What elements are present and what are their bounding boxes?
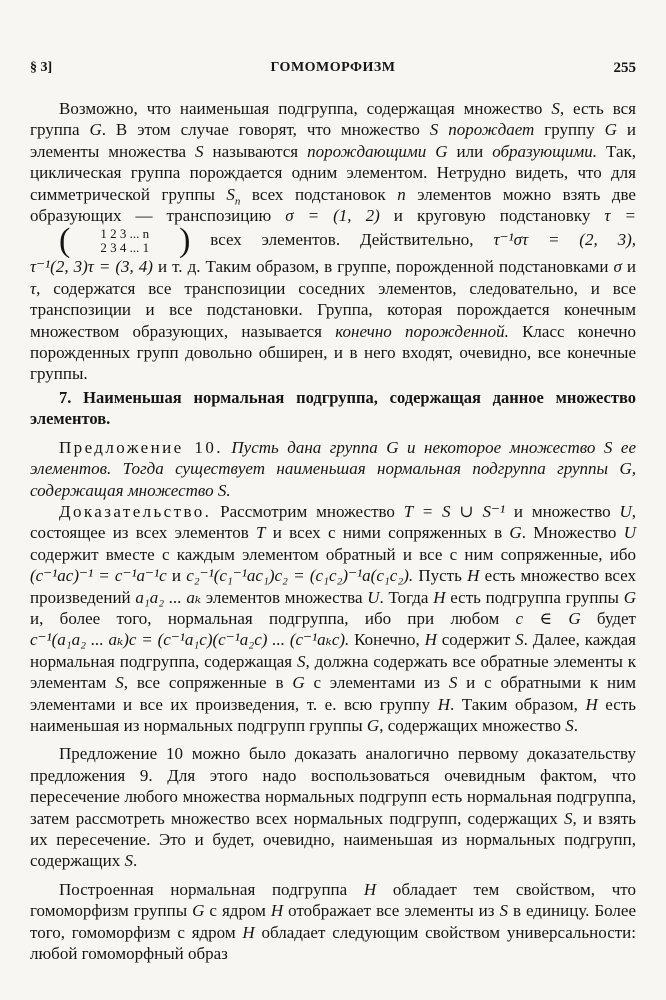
formula-double-conjugate: c₂⁻¹(c₁⁻¹ac₁)c₂ = (c₁c₂)⁻¹a(c₁c₂).: [186, 566, 414, 586]
page-number: 255: [613, 60, 636, 76]
formula-inverse: (c⁻¹ac)⁻¹ = c⁻¹a⁻¹c: [30, 566, 167, 586]
formula-membership: c ∈ G: [515, 608, 581, 628]
formula-T: T = S ∪ S⁻¹: [403, 501, 506, 521]
running-title: ГОМОМОРФИЗМ: [270, 60, 396, 75]
formula-conjugation-2: τ⁻¹(2, 3)τ = (3, 4): [30, 257, 153, 277]
paragraph-universality: Построенная нормальная подгруппа H обладает тем свойством, что гомоморфизм группы G с ядром H отображает все элементы из S в единицу. Более того, гомоморфизм с ядром H обладает следующим свойством универсальности: любой гомоморфный образ: [30, 879, 636, 964]
proof-label: Доказательство.: [59, 501, 212, 521]
proposition-10: [30, 437, 636, 501]
term-generators: образующими.: [492, 141, 598, 161]
term-generates: порождает: [448, 120, 535, 140]
formula-product: a₁a₂ ... aₖ: [135, 587, 202, 607]
formula-sigma: σ = (1, 2): [285, 206, 380, 226]
formula-conjugation-1: τ⁻¹στ = (2, 3),: [493, 230, 636, 250]
section-marker: § 3]: [30, 60, 53, 75]
formula-normality: c⁻¹(a₁a₂ ... aₖ)c = (c⁻¹a₁c)(c⁻¹a₂c) ... (c⁻¹aₖc).: [30, 630, 350, 650]
section-heading: 7. Наименьшая нормальная подгруппа, содержащая данное множество элементов.: [30, 387, 636, 429]
proposition-label: Предложение 10.: [59, 437, 223, 457]
running-header: [30, 60, 636, 84]
proof-paragraph: Доказательство. Рассмотрим множество T = S ∪ S⁻¹ и множество U, состоящее из всех элементов T и всех с ними сопряженных в G. Множество U содержит вместе с каждым элементом обратный и все с ним сопряженные, ибо (c⁻¹ac)⁻¹ = c⁻¹a⁻¹c и c₂⁻¹(c₁⁻¹ac₁)c₂ = (c₁c₂)⁻¹a(c₁c₂). Пусть H есть множество всех произведений a₁a₂ ... aₖ элементов множества U. Тогда H есть подгруппа группы G и, более того, нормальная подгруппа, ибо при любом c ∈ G будет c⁻¹(a₁a₂ ... aₖ)c = (c⁻¹a₁c)(c⁻¹a₂c) ... (c⁻¹aₖc). Конечно, H содержит S. Далее, каждая нормальная подгруппа, содержащая S, должна содержать все обратные элементы к элементам S, все сопряженные в G с элементами из S и с обратными к ним элементами и все их произведения, т. е. всю группу H. Таким образом, H есть наименьшая из нормальных подгрупп группы G, содержащих множество S.: [30, 501, 637, 735]
page-body: [30, 98, 636, 964]
paragraph-alternative-proof: Предложение 10 можно было доказать аналогично первому доказательству предложения 9. Для этого надо воспользоваться очевидным фактом, что пересечение любого множества нормальных подгрупп есть нормальная подгруппа, затем рассмотреть множество всех нормальных подгрупп, содержащих S, и взять их пересечение. Это и будет, очевидно, наименьшая из нормальных подгрупп, содержащих S.: [30, 744, 636, 871]
formula-tau-lhs: τ =: [604, 206, 636, 226]
proposition-text: Пусть дана группа G и некоторое множество S ее элементов. Тогда существует наименьшая нормальная подгруппа группы G, содержащая множество S.: [30, 437, 636, 500]
term-finitely-generated: конечно порожденной.: [335, 321, 509, 341]
paragraph-generators: Возможно, что наименьшая подгруппа, содержащая множество S, есть вся группа G. В этом случае говорят, что множество S порождает группу G и элементы множества S называются порождающими G или образующими. Так, циклическая группа порождается одним элементом. Нетрудно видеть, что для симметрической группы $S_n$ всех подстановок n элементов можно взять две образующих — транспозицию σ = (1, 2) и круговую подстановку τ = ( 1 2 3 ... n 2 3 4 ... 1 ) всех элементов. Действительно, τ⁻¹στ = (2, 3), τ⁻¹(2, 3)τ = (3, 4) и т. д. Таким образом, в группе, порожденной подстановками σ и τ, содержатся все транспозиции соседних элементов, следовательно, и все транспозиции и все подстановки. Группа, которая порождается конечным множеством образующих, называется конечно порожденной. Класс конечно порожденных групп довольно обширен, и в него входят, очевидно, все конечные группы.: [30, 99, 637, 384]
term-generating: порождающими G: [307, 141, 448, 161]
permutation-matrix: ( 1 2 3 ... n 2 3 4 ... 1 ): [59, 222, 191, 260]
